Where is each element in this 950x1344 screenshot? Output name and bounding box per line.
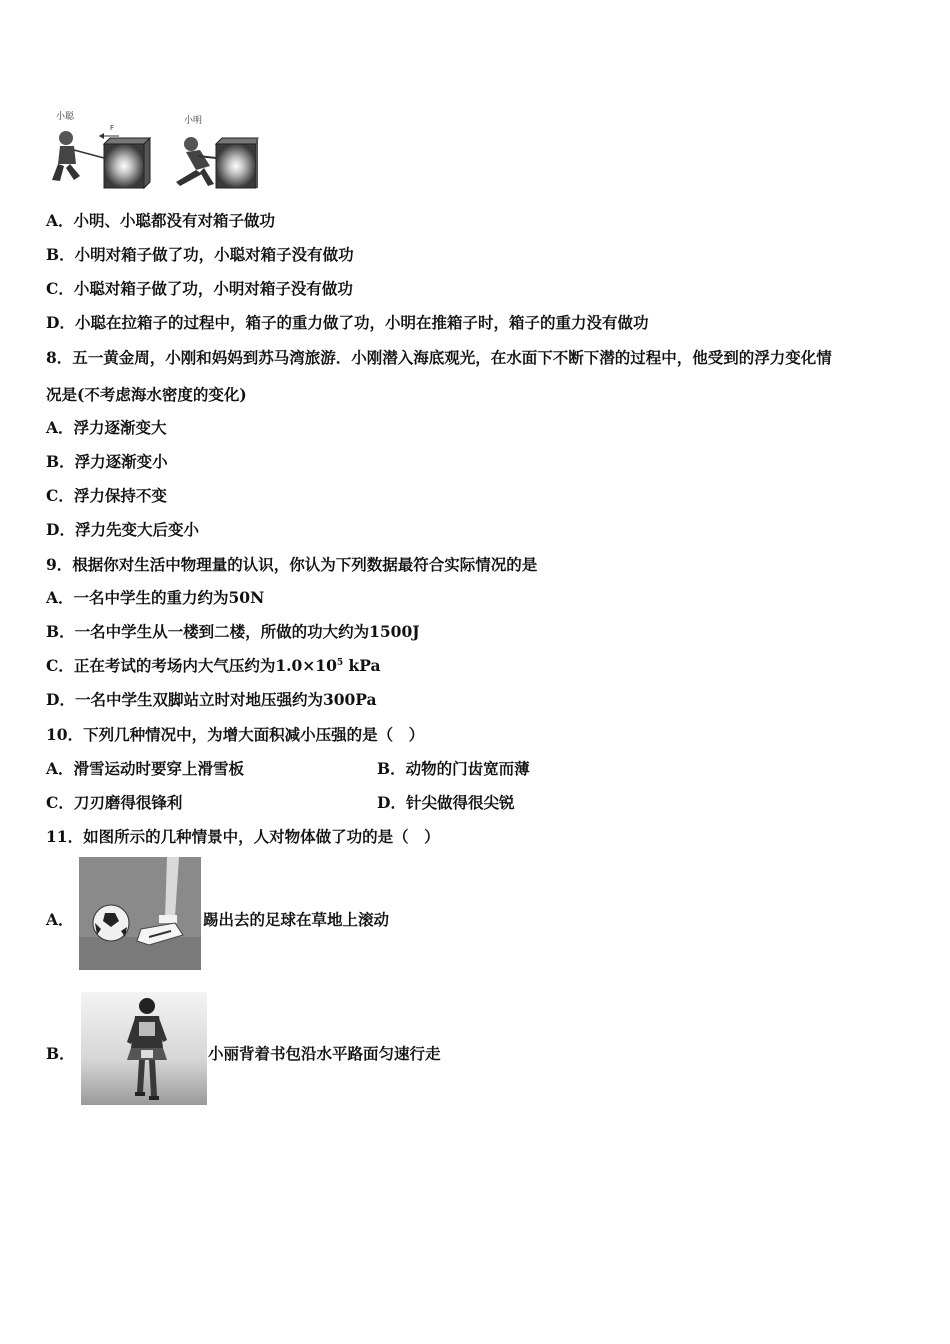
figure-soccer-kick bbox=[79, 857, 201, 970]
q7-option-c: C．小聪对箱子做了功，小明对箱子没有做功 bbox=[46, 279, 353, 298]
q9-option-c-exponent: 5 bbox=[336, 657, 344, 668]
label-xiaoming: 小明 bbox=[184, 116, 203, 126]
figure-push-pull-boxes bbox=[44, 106, 260, 192]
q11-option-a-label: A． bbox=[46, 910, 74, 929]
q8-option-b: B．浮力逐渐变小 bbox=[46, 452, 168, 471]
q9-stem: 9．根据你对生活中物理量的认识，你认为下列数据最符合实际情况的是 bbox=[46, 555, 538, 574]
q11-option-b-label: B． bbox=[46, 1044, 75, 1063]
q10-option-d: D．针尖做得很尖锐 bbox=[377, 793, 515, 812]
q7-option-a: A．小明、小聪都没有对箱子做功 bbox=[46, 211, 276, 230]
q10-stem: 10．下列几种情况中，为增大面积减小压强的是（ ） bbox=[46, 725, 425, 744]
q7-option-b: B．小明对箱子做了功，小聪对箱子没有做功 bbox=[46, 245, 354, 264]
q9-option-d: D．一名中学生双脚站立时对地压强约为300Pa bbox=[46, 690, 377, 709]
q8-stem-line2: 况是(不考虑海水密度的变化) bbox=[46, 385, 247, 404]
q10-option-c: C．刀刃磨得很锋利 bbox=[46, 793, 183, 812]
figure-girl-walking bbox=[81, 992, 207, 1105]
push-pull-illustration bbox=[44, 106, 260, 192]
q9-option-c-unit: kPa bbox=[343, 656, 381, 675]
q10-option-a: A．滑雪运动时要穿上滑雪板 bbox=[46, 759, 245, 778]
label-xiaocong: 小聪 bbox=[56, 112, 75, 122]
soccer-kick-photo bbox=[79, 857, 201, 970]
q9-option-c-main: C．正在考试的考场内大气压约为1.0×10 bbox=[46, 656, 337, 675]
q9-option-b: B．一名中学生从一楼到二楼，所做的功大约为1500J bbox=[46, 622, 420, 641]
q7-option-d: D．小聪在拉箱子的过程中，箱子的重力做了功，小明在推箱子时，箱子的重力没有做功 bbox=[46, 313, 649, 332]
arrow-force-label: F bbox=[110, 124, 115, 132]
girl-walking-photo bbox=[81, 992, 207, 1105]
q11-option-a-text: 踢出去的足球在草地上滚动 bbox=[203, 910, 390, 929]
q9-option-a: A．一名中学生的重力约为50N bbox=[46, 588, 265, 607]
q11-option-b-text: 小丽背着书包沿水平路面匀速行走 bbox=[208, 1044, 441, 1063]
q11-stem: 11．如图所示的几种情景中，人对物体做了功的是（ ） bbox=[46, 827, 440, 846]
q10-option-b: B．动物的门齿宽而薄 bbox=[377, 759, 530, 778]
q8-option-d: D．浮力先变大后变小 bbox=[46, 520, 199, 539]
q8-option-a: A．浮力逐渐变大 bbox=[46, 418, 167, 437]
q8-option-c: C．浮力保持不变 bbox=[46, 486, 167, 505]
q8-stem-line1: 8．五一黄金周，小刚和妈妈到苏马湾旅游．小刚潜入海底观光，在水面下不断下潜的过程中，他受到的浮力变化情 bbox=[46, 348, 832, 367]
q9-option-c bbox=[46, 656, 381, 676]
